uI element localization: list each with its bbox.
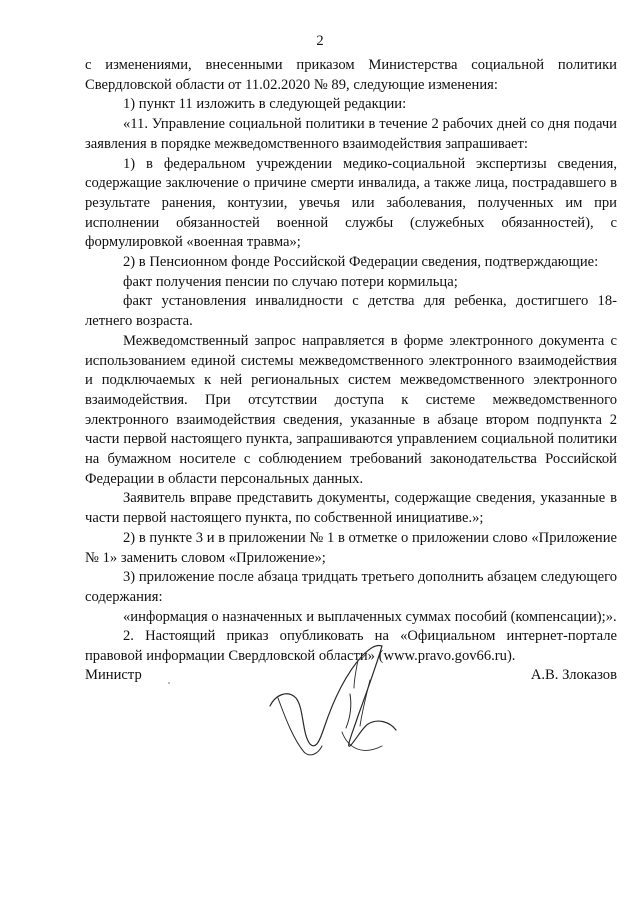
page-number: 2 (316, 33, 324, 49)
paragraph: «11. Управление социальной политики в течение 2 рабочих дней со дня подачи заявления в порядке межведомственного взаимодействия запрашивает: (85, 116, 617, 152)
paragraph: 1) пункт 11 изложить в следующей редакции: (123, 96, 407, 113)
paragraph: Заявитель вправе представить документы, содержащие сведения, указанные в части первой настоящего пункта, по собственной инициативе.»; (85, 490, 617, 527)
paragraph: 1) в федеральном учреждении медико-социальной экспертизы сведения, содержащие заключение о причине смерти инвалида, а также лица, пострадавшего в результате ранения, контузии, увечья или заболевания, полученных им при исполнении обязанностей военной службы (служебных обязанностей), с формулировкой «военная травма»; (85, 155, 617, 251)
speck (168, 682, 170, 684)
paragraph: 2. Настоящий приказ опубликовать на «Официальном интернет-портале правовой информации Свердловской области» (www.pravo.gov66.ru). (85, 628, 617, 665)
paragraph: «информация о назначенных и выплаченных суммах пособий (компенсации);». (123, 608, 617, 625)
paragraph: 2) в пункте 3 и в приложении № 1 в отметке о приложении слово «Приложение № 1» заменить словом «Приложение»; (85, 529, 617, 566)
paragraph: 3) приложение после абзаца тридцать третьего дополнить абзацем следующего содержания: (85, 569, 617, 605)
signatory-name: А.В. Злоказов (530, 667, 617, 683)
paragraph: факт установления инвалидности с детства для ребенка, достигшего 18-летнего возраста. (85, 293, 617, 330)
paragraph: с изменениями, внесенными приказом Министерства социальной политики Свердловской области от 11.02.2020 № 89, следующие изменения: (85, 57, 617, 93)
paragraph: факт получения пенсии по случаю потери кормильца; (123, 273, 458, 290)
document-body (85, 56, 617, 667)
paragraph: Межведомственный запрос направляется в форме электронного документа с использованием единой системы межведомственного электронного взаимодействия и подключаемых к ней региональных систем межведомственного электронного взаимодействия. При отсутствии доступа к системе межведомственного электронного взаимодействия сведения, указанные в абзаце втором подпункта 2 части первой настоящего пункта, запрашиваются управлением социальной политики на бумажном носителе с соблюдением требований законодательства Российской Федерации в области персональных данных. (85, 332, 617, 487)
handwritten-signature (258, 636, 408, 760)
signatory-position: Министр (85, 667, 142, 683)
paragraph: 2) в Пенсионном фонде Российской Федерации сведения, подтверждающие: (123, 254, 599, 271)
